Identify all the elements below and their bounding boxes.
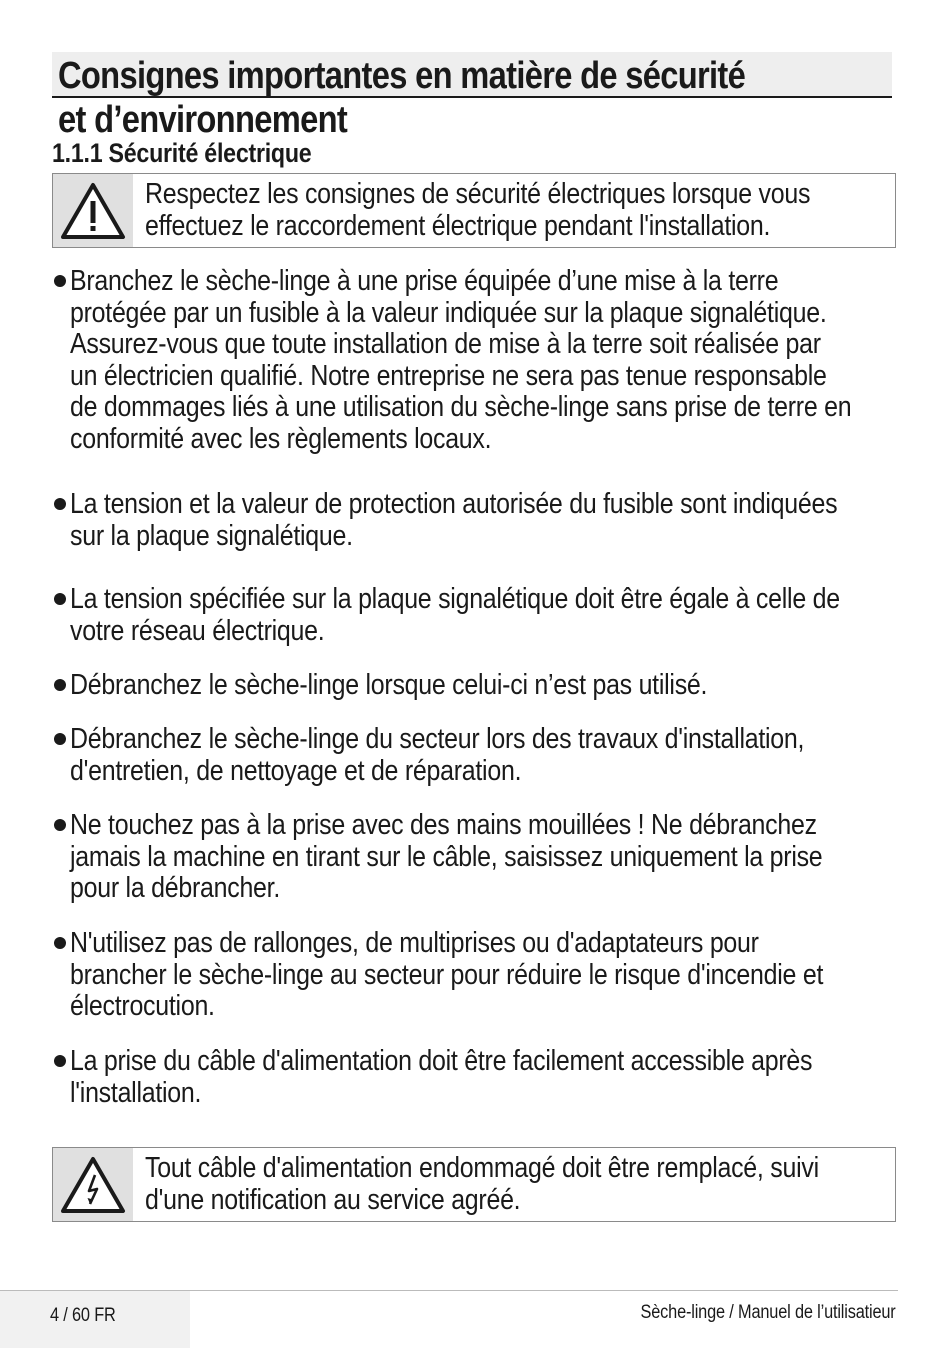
- list-item-text: [70, 928, 823, 1023]
- list-item-line: électrocution.: [70, 990, 215, 1023]
- warning-notice: [52, 173, 896, 248]
- hazard-icon-cell: [53, 1148, 133, 1221]
- electric-hazard-notice: [52, 1147, 896, 1222]
- footer-document-title: Sèche-linge / Manuel de l’utilisatieur: [640, 1302, 896, 1323]
- bullet-dot: [54, 819, 66, 831]
- bullet-dot: [54, 498, 66, 510]
- list-item-text: [70, 810, 822, 905]
- list-item-line: Débranchez le sèche-linge du secteur lors des travaux d'installation,: [70, 723, 805, 755]
- list-item-line: Branchez le sèche-linge à une prise équipée d’une mise à la terre: [70, 265, 779, 297]
- warning-notice-text: [145, 178, 810, 242]
- list-item-line: d'entretien, de nettoyage et de réparation.: [70, 754, 522, 787]
- section-heading: 1.1.1 Sécurité électrique: [52, 138, 312, 168]
- page-title-line-2: et d’environnement: [58, 99, 348, 141]
- page-title: [58, 54, 745, 142]
- bullet-dot: [54, 937, 66, 949]
- list-item-line: Ne touchez pas à la prise avec des mains mouillées ! Ne débranchez: [70, 809, 817, 841]
- list-item-line: N'utilisez pas de rallonges, de multiprises ou d'adaptateurs pour: [70, 927, 759, 959]
- electric-hazard-icon: [59, 1155, 127, 1215]
- hazard-notice-line-1: Tout câble d'alimentation endommagé doit être remplacé, suivi: [145, 1152, 819, 1184]
- list-item-line: conformité avec les règlements locaux.: [70, 422, 492, 455]
- warning-triangle-icon: [59, 181, 127, 241]
- list-item-text: [70, 584, 840, 647]
- list-item-text: [70, 489, 837, 552]
- list-item-line: Assurez-vous que toute installation de mise à la terre soit réalisée par: [70, 328, 821, 361]
- warning-icon-cell: [53, 174, 133, 247]
- bullet-dot: [54, 593, 66, 605]
- page-title-line-1: Consignes importantes en matière de sécurité: [58, 55, 746, 97]
- list-item-line: pour la débrancher.: [70, 872, 281, 905]
- list-item-text: [70, 266, 851, 456]
- warning-notice-line-1: Respectez les consignes de sécurité électriques lorsque vous: [145, 178, 811, 210]
- list-item-line: La prise du câble d'alimentation doit être facilement accessible après: [70, 1045, 813, 1077]
- bullet-dot: [54, 679, 66, 691]
- list-item-line: sur la plaque signalétique.: [70, 519, 353, 552]
- hazard-notice-text: [145, 1152, 819, 1216]
- bullet-dot: [54, 733, 66, 745]
- list-item-line: Débranchez le sèche-linge lorsque celui-ci n’est pas utilisé.: [70, 669, 708, 701]
- list-item-line: protégée par un fusible à la valeur indiquée sur la plaque signalétique.: [70, 296, 827, 329]
- warning-notice-line-2: effectuez le raccordement électrique pendant l'installation.: [145, 210, 771, 242]
- bullet-dot: [54, 275, 66, 287]
- list-item-line: La tension spécifiée sur la plaque signalétique doit être égale à celle de: [70, 583, 840, 615]
- list-item-line: brancher le sèche-linge au secteur pour réduire le risque d'incendie et: [70, 958, 824, 991]
- list-item-text: [70, 1046, 812, 1109]
- bullet-dot: [54, 1055, 66, 1067]
- list-item-line: La tension et la valeur de protection autorisée du fusible sont indiquées: [70, 488, 838, 520]
- list-item-line: l'installation.: [70, 1076, 202, 1109]
- list-item-line: votre réseau électrique.: [70, 614, 325, 647]
- list-item-text: [70, 724, 804, 787]
- page-number: 4 / 60 FR: [50, 1305, 116, 1326]
- list-item-text: [70, 670, 707, 702]
- hazard-notice-line-2: d'une notification au service agréé.: [145, 1184, 521, 1216]
- list-item-line: de dommages liés à une utilisation du sèche-linge sans prise de terre en: [70, 391, 852, 424]
- list-item-line: un électricien qualifié. Notre entreprise ne sera pas tenue responsable: [70, 359, 827, 392]
- list-item-line: jamais la machine en tirant sur le câble, saisissez uniquement la prise: [70, 840, 823, 873]
